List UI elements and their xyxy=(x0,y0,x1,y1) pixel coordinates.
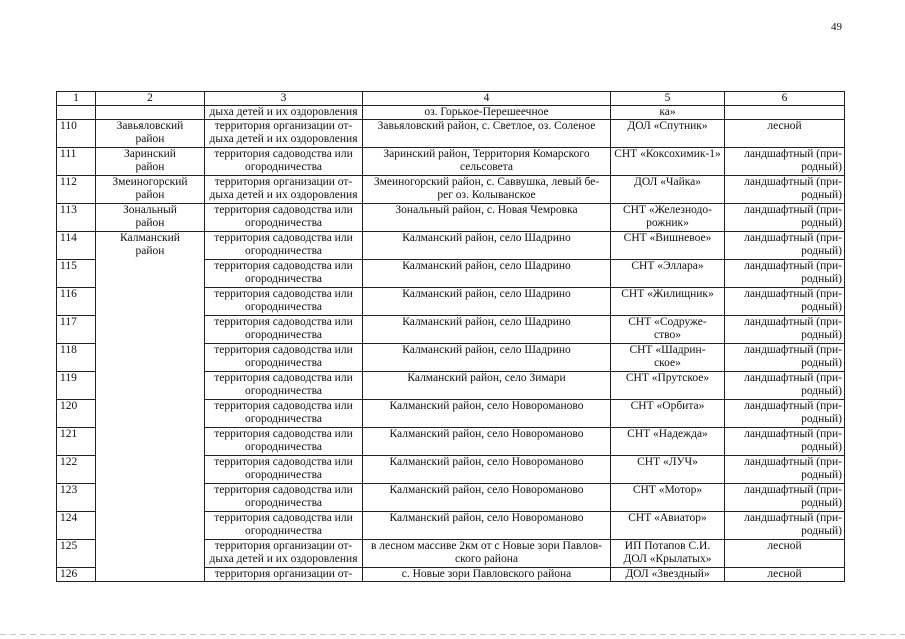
cell-type: ландшафтный (при- родный) xyxy=(725,428,845,456)
cell-number: 116 xyxy=(57,288,96,316)
cell-number: 113 xyxy=(57,204,96,232)
cell-location: с. Новые зори Павловского района xyxy=(363,568,611,582)
cell-name: ИП Потапов С.И. ДОЛ «Крылатых» xyxy=(611,540,725,568)
cell-district: Калманский район xyxy=(96,232,205,582)
cell-number: 111 xyxy=(57,148,96,176)
cell-type: ландшафтный (при- родный) xyxy=(725,400,845,428)
continuation-row xyxy=(57,106,845,120)
cell-type: ландшафтный (при- родный) xyxy=(725,316,845,344)
cell-location: Калманский район, село Шадрино xyxy=(363,232,611,260)
cell-district: Зональный район xyxy=(96,204,205,232)
cell-category: территория садоводства или огородничества xyxy=(205,456,363,484)
table-row xyxy=(57,204,845,232)
cell-name: СНТ «Прутское» xyxy=(611,372,725,400)
cell-name: ДОЛ «Звездный» xyxy=(611,568,725,582)
cell-location: Калманский район, село Новороманово xyxy=(363,400,611,428)
cell-number: 117 xyxy=(57,316,96,344)
column-number: 2 xyxy=(96,92,205,106)
cell-district: Заринский район xyxy=(96,148,205,176)
cell-category: территория организации от- дыха детей и их оздоровления xyxy=(205,540,363,568)
cell-name: ка» xyxy=(611,106,725,120)
registry-table xyxy=(56,91,845,582)
column-number: 4 xyxy=(363,92,611,106)
cell-name: СНТ «Содруже- ство» xyxy=(611,316,725,344)
cell-location: Калманский район, село Шадрино xyxy=(363,344,611,372)
cell-district: Завьяловский район xyxy=(96,120,205,148)
cell-location: Калманский район, село Шадрино xyxy=(363,260,611,288)
cell-category: территория организации от- дыха детей и их оздоровления xyxy=(205,176,363,204)
cell-number: 110 xyxy=(57,120,96,148)
cell-number: 112 xyxy=(57,176,96,204)
cell-category: территория садоводства или огородничества xyxy=(205,344,363,372)
cell-type: ландшафтный (при- родный) xyxy=(725,176,845,204)
cell-category: территория садоводства или огородничества xyxy=(205,512,363,540)
cell-location: Калманский район, село Шадрино xyxy=(363,316,611,344)
cell-category: территория садоводства или огородничества xyxy=(205,316,363,344)
cell-number: 122 xyxy=(57,456,96,484)
cell-district: Змеиногорский район xyxy=(96,176,205,204)
cell-location: Зональный район, с. Новая Чемровка xyxy=(363,204,611,232)
cell-type: ландшафтный (при- родный) xyxy=(725,484,845,512)
cell-type: лесной xyxy=(725,568,845,582)
cell-number: 125 xyxy=(57,540,96,568)
cell-category: территория садоводства или огородничества xyxy=(205,288,363,316)
table-row xyxy=(57,148,845,176)
cell-name: СНТ «Надежда» xyxy=(611,428,725,456)
table-row xyxy=(57,176,845,204)
cell-name: СНТ «Жилищник» xyxy=(611,288,725,316)
cell-number: 123 xyxy=(57,484,96,512)
cell-category: территория садоводства или огородничества xyxy=(205,204,363,232)
cell-number: 124 xyxy=(57,512,96,540)
cell-number: 114 xyxy=(57,232,96,260)
cell-location: Калманский район, село Зимари xyxy=(363,372,611,400)
cell-name: СНТ «Авиатор» xyxy=(611,512,725,540)
cell-location: Заринский район, Территория Комарского сельсовета xyxy=(363,148,611,176)
cell-name: ДОЛ «Спутник» xyxy=(611,120,725,148)
cell-category: дыха детей и их оздоровления xyxy=(205,106,363,120)
cell-location: оз. Горькое-Перешеечное xyxy=(363,106,611,120)
cell-location: Калманский район, село Новороманово xyxy=(363,456,611,484)
cell-type: ландшафтный (при- родный) xyxy=(725,148,845,176)
column-number: 6 xyxy=(725,92,845,106)
cell-number: 119 xyxy=(57,372,96,400)
column-number: 1 xyxy=(57,92,96,106)
cell-name: СНТ «Орбита» xyxy=(611,400,725,428)
cell-name: СНТ «Коксохимик-1» xyxy=(611,148,725,176)
cell-type xyxy=(725,106,845,120)
cell-category: территория садоводства или огородничества xyxy=(205,372,363,400)
cell-category: территория садоводства или огородничества xyxy=(205,232,363,260)
cell-district xyxy=(96,106,205,120)
cell-name: СНТ «Мотор» xyxy=(611,484,725,512)
cell-number: 120 xyxy=(57,400,96,428)
cell-category: территория садоводства или огородничества xyxy=(205,260,363,288)
cell-location: Калманский район, село Новороманово xyxy=(363,484,611,512)
cell-category: территория организации от- xyxy=(205,568,363,582)
scan-artifact xyxy=(0,634,905,635)
cell-name: СНТ «Эллара» xyxy=(611,260,725,288)
cell-type: ландшафтный (при- родный) xyxy=(725,512,845,540)
cell-type: ландшафтный (при- родный) xyxy=(725,456,845,484)
cell-number: 121 xyxy=(57,428,96,456)
cell-type: ландшафтный (при- родный) xyxy=(725,260,845,288)
page-number: 49 xyxy=(831,21,842,33)
table-row xyxy=(57,232,845,260)
cell-category: территория садоводства или огородничества xyxy=(205,428,363,456)
column-number: 3 xyxy=(205,92,363,106)
cell-category: территория садоводства или огородничества xyxy=(205,484,363,512)
cell-type: лесной xyxy=(725,120,845,148)
table-row xyxy=(57,120,845,148)
cell-location: Змеиногорский район, с. Саввушка, левый бе- рег оз. Колыванское xyxy=(363,176,611,204)
cell-category: территория организации от- дыха детей и их оздоровления xyxy=(205,120,363,148)
cell-type: ландшафтный (при- родный) xyxy=(725,372,845,400)
column-number-row xyxy=(57,92,845,106)
cell-category: территория садоводства или огородничества xyxy=(205,148,363,176)
cell-location: Калманский район, село Шадрино xyxy=(363,288,611,316)
cell-location: Калманский район, село Новороманово xyxy=(363,428,611,456)
cell-name: ДОЛ «Чайка» xyxy=(611,176,725,204)
cell-type: ландшафтный (при- родный) xyxy=(725,232,845,260)
column-number: 5 xyxy=(611,92,725,106)
cell-location: в лесном массиве 2км от с Новые зори Павлов- ского района xyxy=(363,540,611,568)
cell-number: 115 xyxy=(57,260,96,288)
cell-type: ландшафтный (при- родный) xyxy=(725,288,845,316)
cell-name: СНТ «Вишневое» xyxy=(611,232,725,260)
cell-location: Завьяловский район, с. Светлое, оз. Соленое xyxy=(363,120,611,148)
cell-category: территория садоводства или огородничества xyxy=(205,400,363,428)
cell-location: Калманский район, село Новороманово xyxy=(363,512,611,540)
cell-type: ландшафтный (при- родный) xyxy=(725,344,845,372)
cell-name: СНТ «ЛУЧ» xyxy=(611,456,725,484)
cell-number: 126 xyxy=(57,568,96,582)
cell-name: СНТ «Железнодо- рожник» xyxy=(611,204,725,232)
cell-type: лесной xyxy=(725,540,845,568)
cell-number: 118 xyxy=(57,344,96,372)
cell-number xyxy=(57,106,96,120)
cell-type: ландшафтный (при- родный) xyxy=(725,204,845,232)
table-body xyxy=(57,92,845,582)
cell-name: СНТ «Шадрин- ское» xyxy=(611,344,725,372)
